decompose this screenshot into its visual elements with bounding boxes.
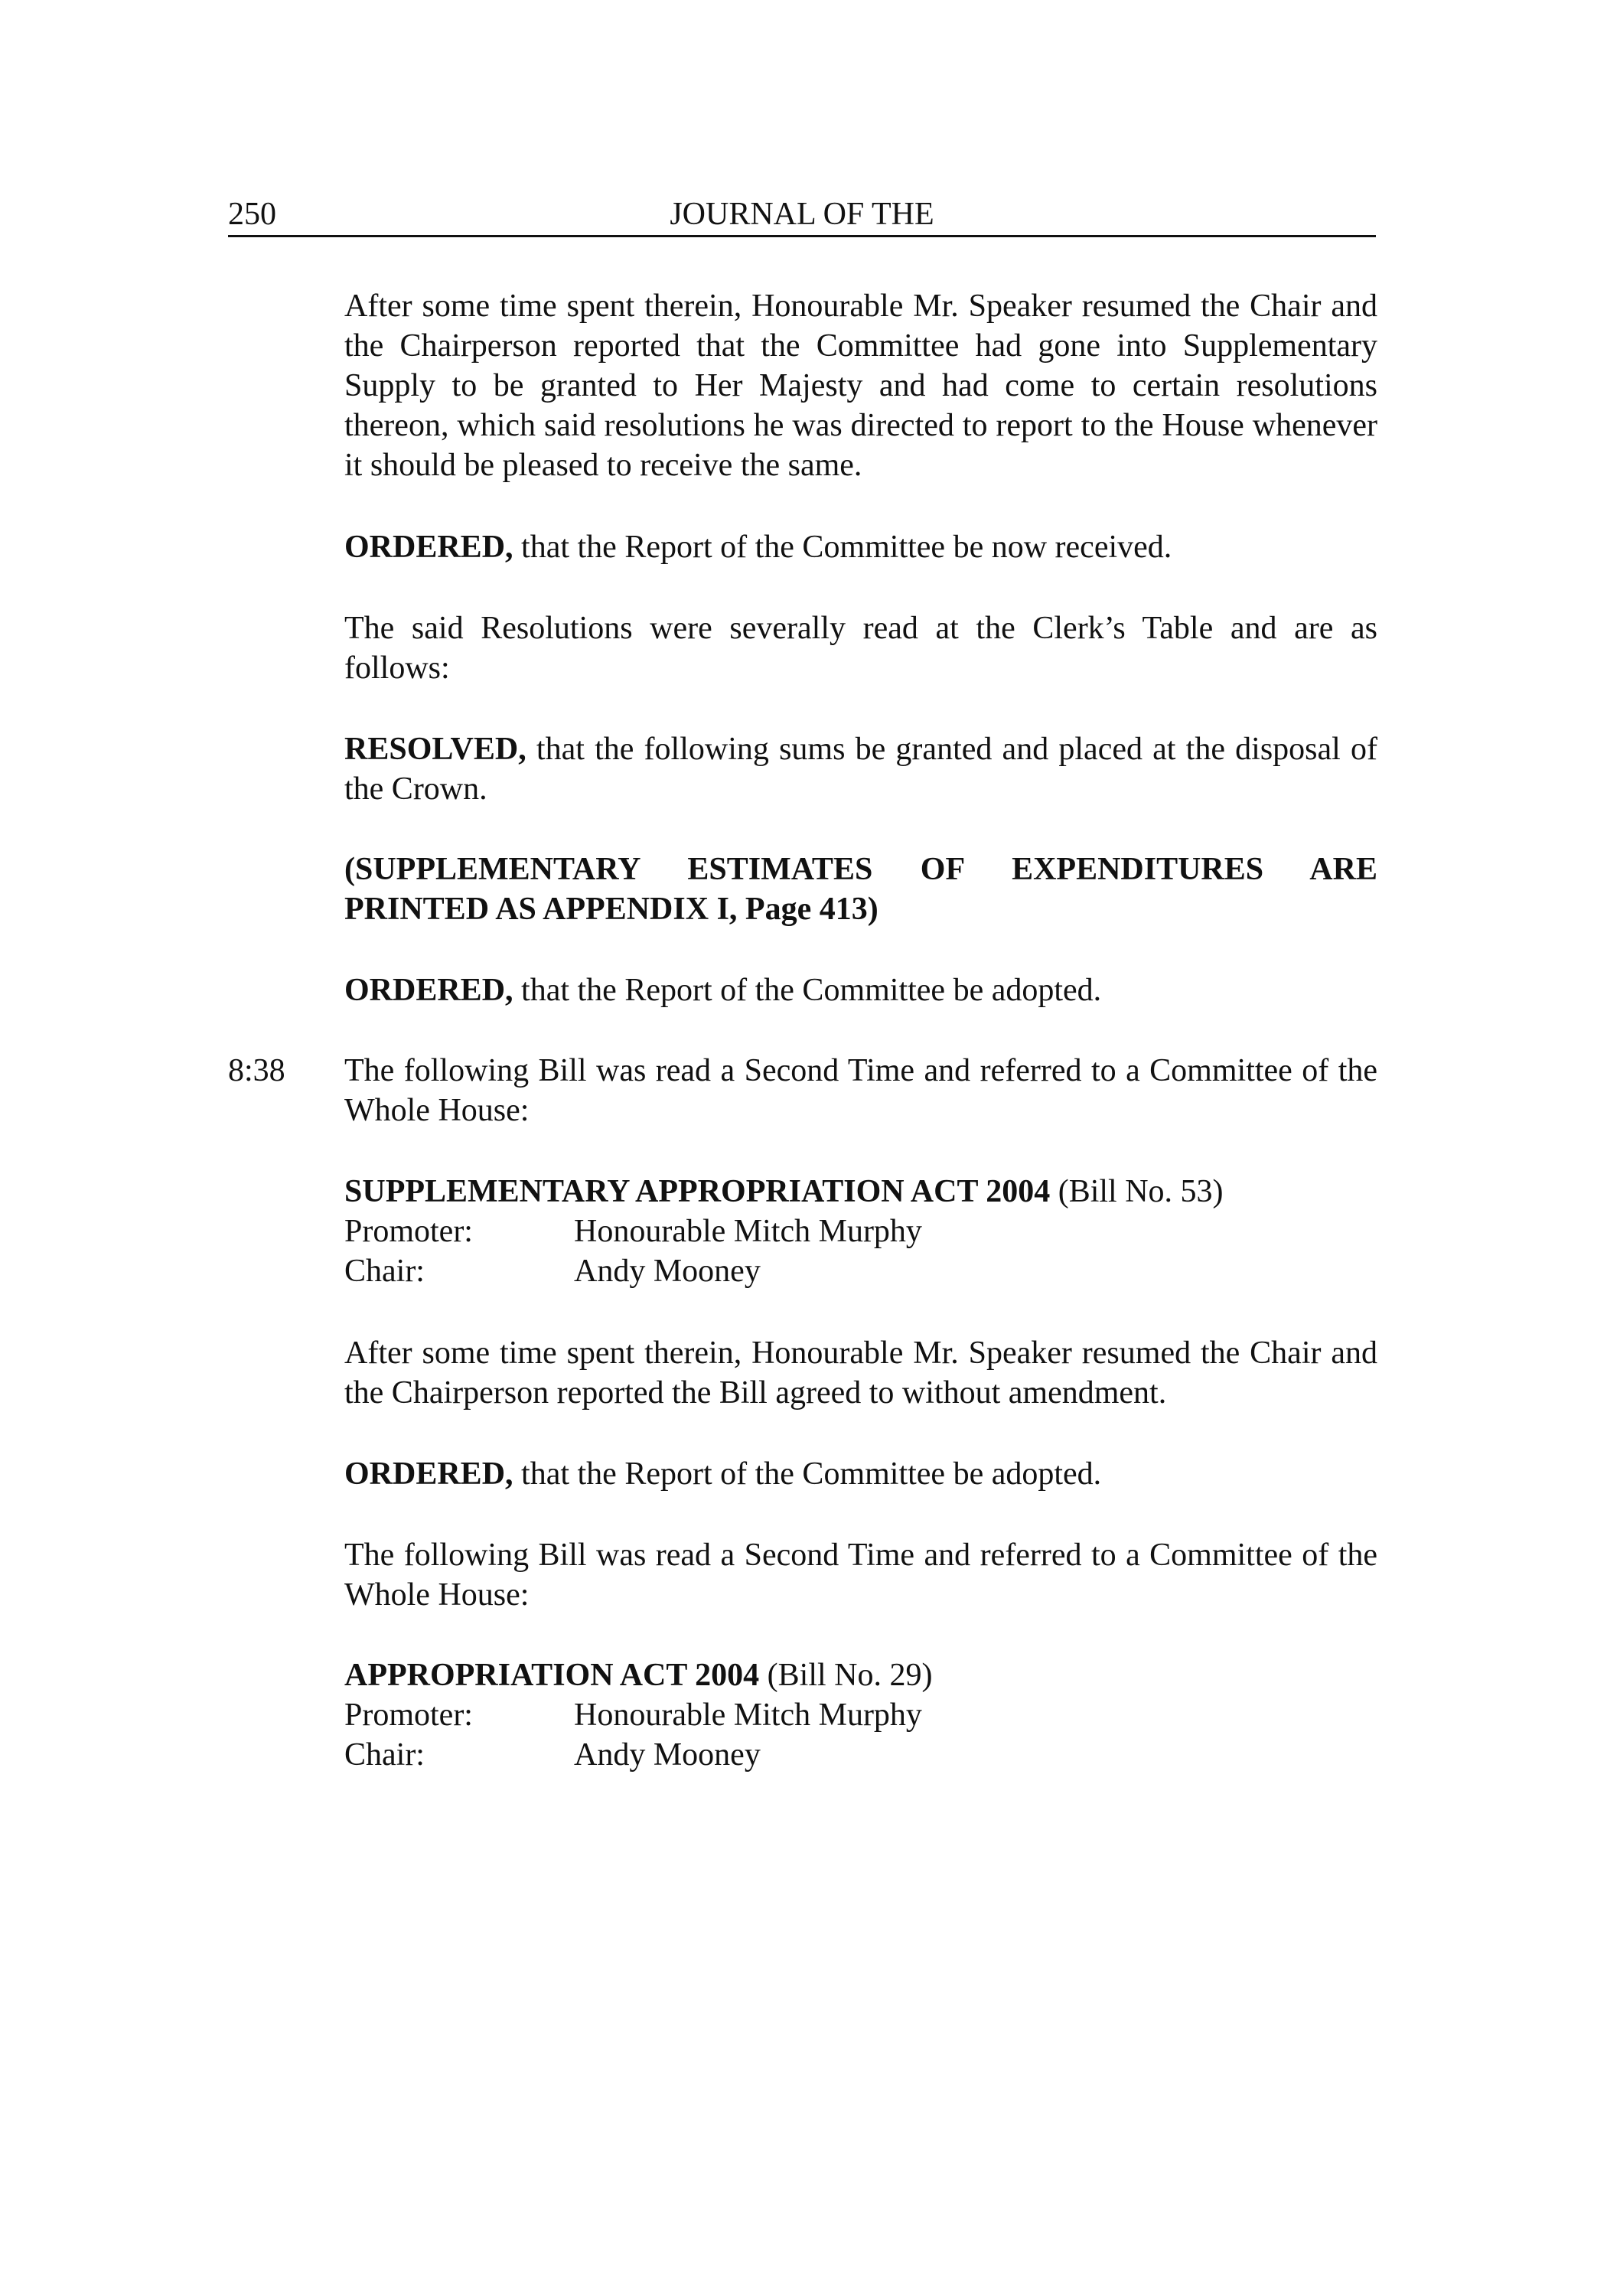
paragraph-second-reading-2: The following Bill was read a Second Time and referred to a Committee of the Whole House: [344, 1538, 1377, 1613]
time-stamp: 8:38 [228, 1053, 285, 1088]
chair-row [344, 1251, 1377, 1291]
paragraph-ordered-adopted-1 [344, 970, 1377, 1010]
bill-title: SUPPLEMENTARY APPROPRIATION ACT 2004 [344, 1174, 1051, 1209]
promoter-name: Honourable Mitch Murphy [574, 1214, 922, 1249]
chair-row [344, 1735, 1377, 1775]
paragraph-second-reading-1: The following Bill was read a Second Time and referred to a Committee of the Whole House: [344, 1053, 1377, 1128]
page-header [228, 194, 1376, 237]
chair-label: Chair: [344, 1737, 425, 1773]
ordered-label: ORDERED, [344, 530, 513, 565]
resolved-label: RESOLVED, [344, 732, 526, 767]
promoter-row [344, 1212, 1377, 1251]
running-title: JOURNAL OF THE [670, 197, 934, 232]
bill-title-line [344, 1172, 1377, 1212]
bill-title: APPROPRIATION ACT 2004 [344, 1658, 760, 1693]
paragraph-ordered-adopted-2 [344, 1454, 1377, 1494]
bill-title-line [344, 1655, 1377, 1695]
paragraph-resolved [344, 729, 1377, 809]
bill-number: (Bill No. 53) [1050, 1174, 1224, 1209]
paragraph-ordered-received [344, 527, 1377, 567]
chair-name: Andy Mooney [574, 1737, 761, 1773]
promoter-name: Honourable Mitch Murphy [574, 1698, 922, 1733]
paragraph-committee-report: After some time spent therein, Honourable Mr. Speaker resumed the Chair and the Chairperson reported that the Committee had gone into Supplementary Supply to be granted to Her Majesty and had come to certain resolutions thereon, which said resolutions he was directed to report to the House whenever it should be pleased to receive the same. [344, 289, 1377, 483]
bill-block-supplementary [344, 1172, 1377, 1291]
bill-block-appropriation [344, 1655, 1377, 1775]
chair-name: Andy Mooney [574, 1254, 761, 1289]
ordered-text: that the Report of the Committee be adopted. [513, 1456, 1102, 1492]
estimates-note [344, 850, 1377, 929]
ordered-text: that the Report of the Committee be adopted. [513, 973, 1102, 1008]
paragraph-resolutions-read: The said Resolutions were severally read at the Clerk’s Table and are as follows: [344, 611, 1377, 686]
promoter-label: Promoter: [344, 1698, 473, 1733]
paragraph-bill-agreed: After some time spent therein, Honourable Mr. Speaker resumed the Chair and the Chairperson reported the Bill agreed to without amendment. [344, 1336, 1377, 1411]
page-number: 250 [228, 197, 276, 232]
bill-number: (Bill No. 29) [759, 1658, 933, 1693]
resolved-text: that the following sums be granted and placed at the disposal of the Crown. [344, 732, 1377, 807]
ordered-label: ORDERED, [344, 1456, 513, 1492]
ordered-label: ORDERED, [344, 973, 513, 1008]
estimates-note-line-2: PRINTED AS APPENDIX I, Page 413) [344, 892, 878, 927]
estimates-note-line-1: (SUPPLEMENTARY ESTIMATES OF EXPENDITURES ARE [344, 852, 1377, 887]
promoter-row [344, 1695, 1377, 1735]
promoter-label: Promoter: [344, 1214, 473, 1249]
ordered-text: that the Report of the Committee be now received. [513, 530, 1172, 565]
chair-label: Chair: [344, 1254, 425, 1289]
